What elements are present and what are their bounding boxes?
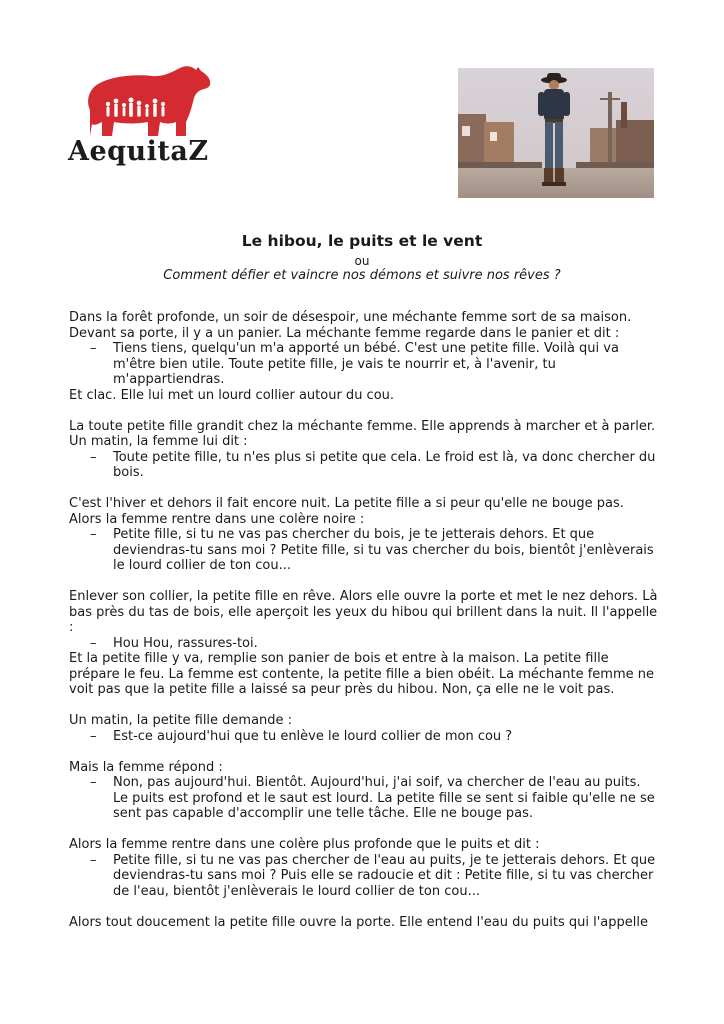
story-body <box>69 310 659 930</box>
bear-icon <box>68 64 214 138</box>
logo-text: AequitaZ <box>68 136 209 167</box>
dialogue-item: – Hou Hou, rassures-toi. <box>69 636 659 652</box>
dialogue-item: – Non, pas aujourd'hui. Bientôt. Aujourd'hui, j'ai soif, va chercher de l'eau au puits. Le puits est profond et le saut est lourd. La petite fille se sent si faible qu'elle ne se sent pas capable d'accomplir une telle tâche. Elle ne bouge pas. <box>69 775 659 822</box>
dialogue-item: – Est-ce aujourd'hui que tu enlève le lourd collier de mon cou ? <box>69 729 659 745</box>
story-title: Le hibou, le puits et le vent <box>241 232 483 250</box>
dialogue-item: – Petite fille, si tu ne vas pas chercher de l'eau au puits, je te jetterais dehors. Et que deviendras-tu sans moi ? Puis elle se radoucie et dit : Petite fille, si tu vas chercher de l'eau, bientôt j'enlèverais le lourd collier de ton cou... <box>69 853 659 900</box>
title-or: ou <box>354 254 370 268</box>
paragraph: Et clac. Elle lui met un lourd collier autour du cou. <box>69 387 395 403</box>
paragraph: Un matin, la petite fille demande : <box>69 713 293 728</box>
story-subtitle: Comment défier et vaincre nos démons et suivre nos rêves ? <box>163 268 561 283</box>
paragraph: Et la petite fille y va, remplie son panier de bois et entre à la maison. La petite fille prépare le feu. La femme est contente, la petite fille a bien obéit. La méchante femme ne voit pas que la petite fille a laissé sa peur près du hibou. Non, ça elle ne le voit pas. <box>69 651 654 697</box>
paragraph: La toute petite fille grandit chez la méchante femme. Elle apprends à marcher et à parler. Un matin, la femme lui dit : <box>69 418 656 449</box>
dialogue-item: – Toute petite fille, tu n'es plus si petite que cela. Le froid est là, va donc chercher du bois. <box>69 450 659 481</box>
paragraph: Alors tout doucement la petite fille ouvre la porte. Elle entend l'eau du puits qui l'appelle <box>69 914 648 930</box>
cowboy-street-photo-icon <box>458 68 654 198</box>
paragraph: Enlever son collier, la petite fille en rêve. Alors elle ouvre la porte et met le nez dehors. Là bas près du tas de bois, elle aperçoit les yeux du hibou qui brillent dans la nuit. Il l'appelle : <box>69 589 658 635</box>
cowboy-street-photo <box>458 68 654 198</box>
dialogue-item: – Petite fille, si tu ne vas pas chercher du bois, je te jetterais dehors. Et que deviendras-tu sans moi ? Petite fille, si tu vas chercher du bois, bientôt j'enlèverais le lourd collier de ton cou... <box>69 527 659 574</box>
dialogue-item: – Tiens tiens, quelqu'un m'a apporté un bébé. C'est une petite fille. Voilà qui va m'être bien utile. Toute petite fille, je vais te nourrir et, à l'avenir, tu m'appartiendras. <box>69 341 659 388</box>
paragraph: Mais la femme répond : <box>69 759 223 775</box>
paragraph: Alors la femme rentre dans une colère plus profonde que le puits et dit : <box>69 837 540 852</box>
paragraph: C'est l'hiver et dehors il fait encore nuit. La petite fille a si peur qu'elle ne bouge pas. Alors la femme rentre dans une colère noire : <box>69 496 624 527</box>
aequitaz-logo <box>68 64 214 172</box>
paragraph: Dans la forêt profonde, un soir de désespoir, une méchante femme sort de sa maison. Devant sa porte, il y a un panier. La méchante femme regarde dans le panier et dit : <box>69 310 632 341</box>
